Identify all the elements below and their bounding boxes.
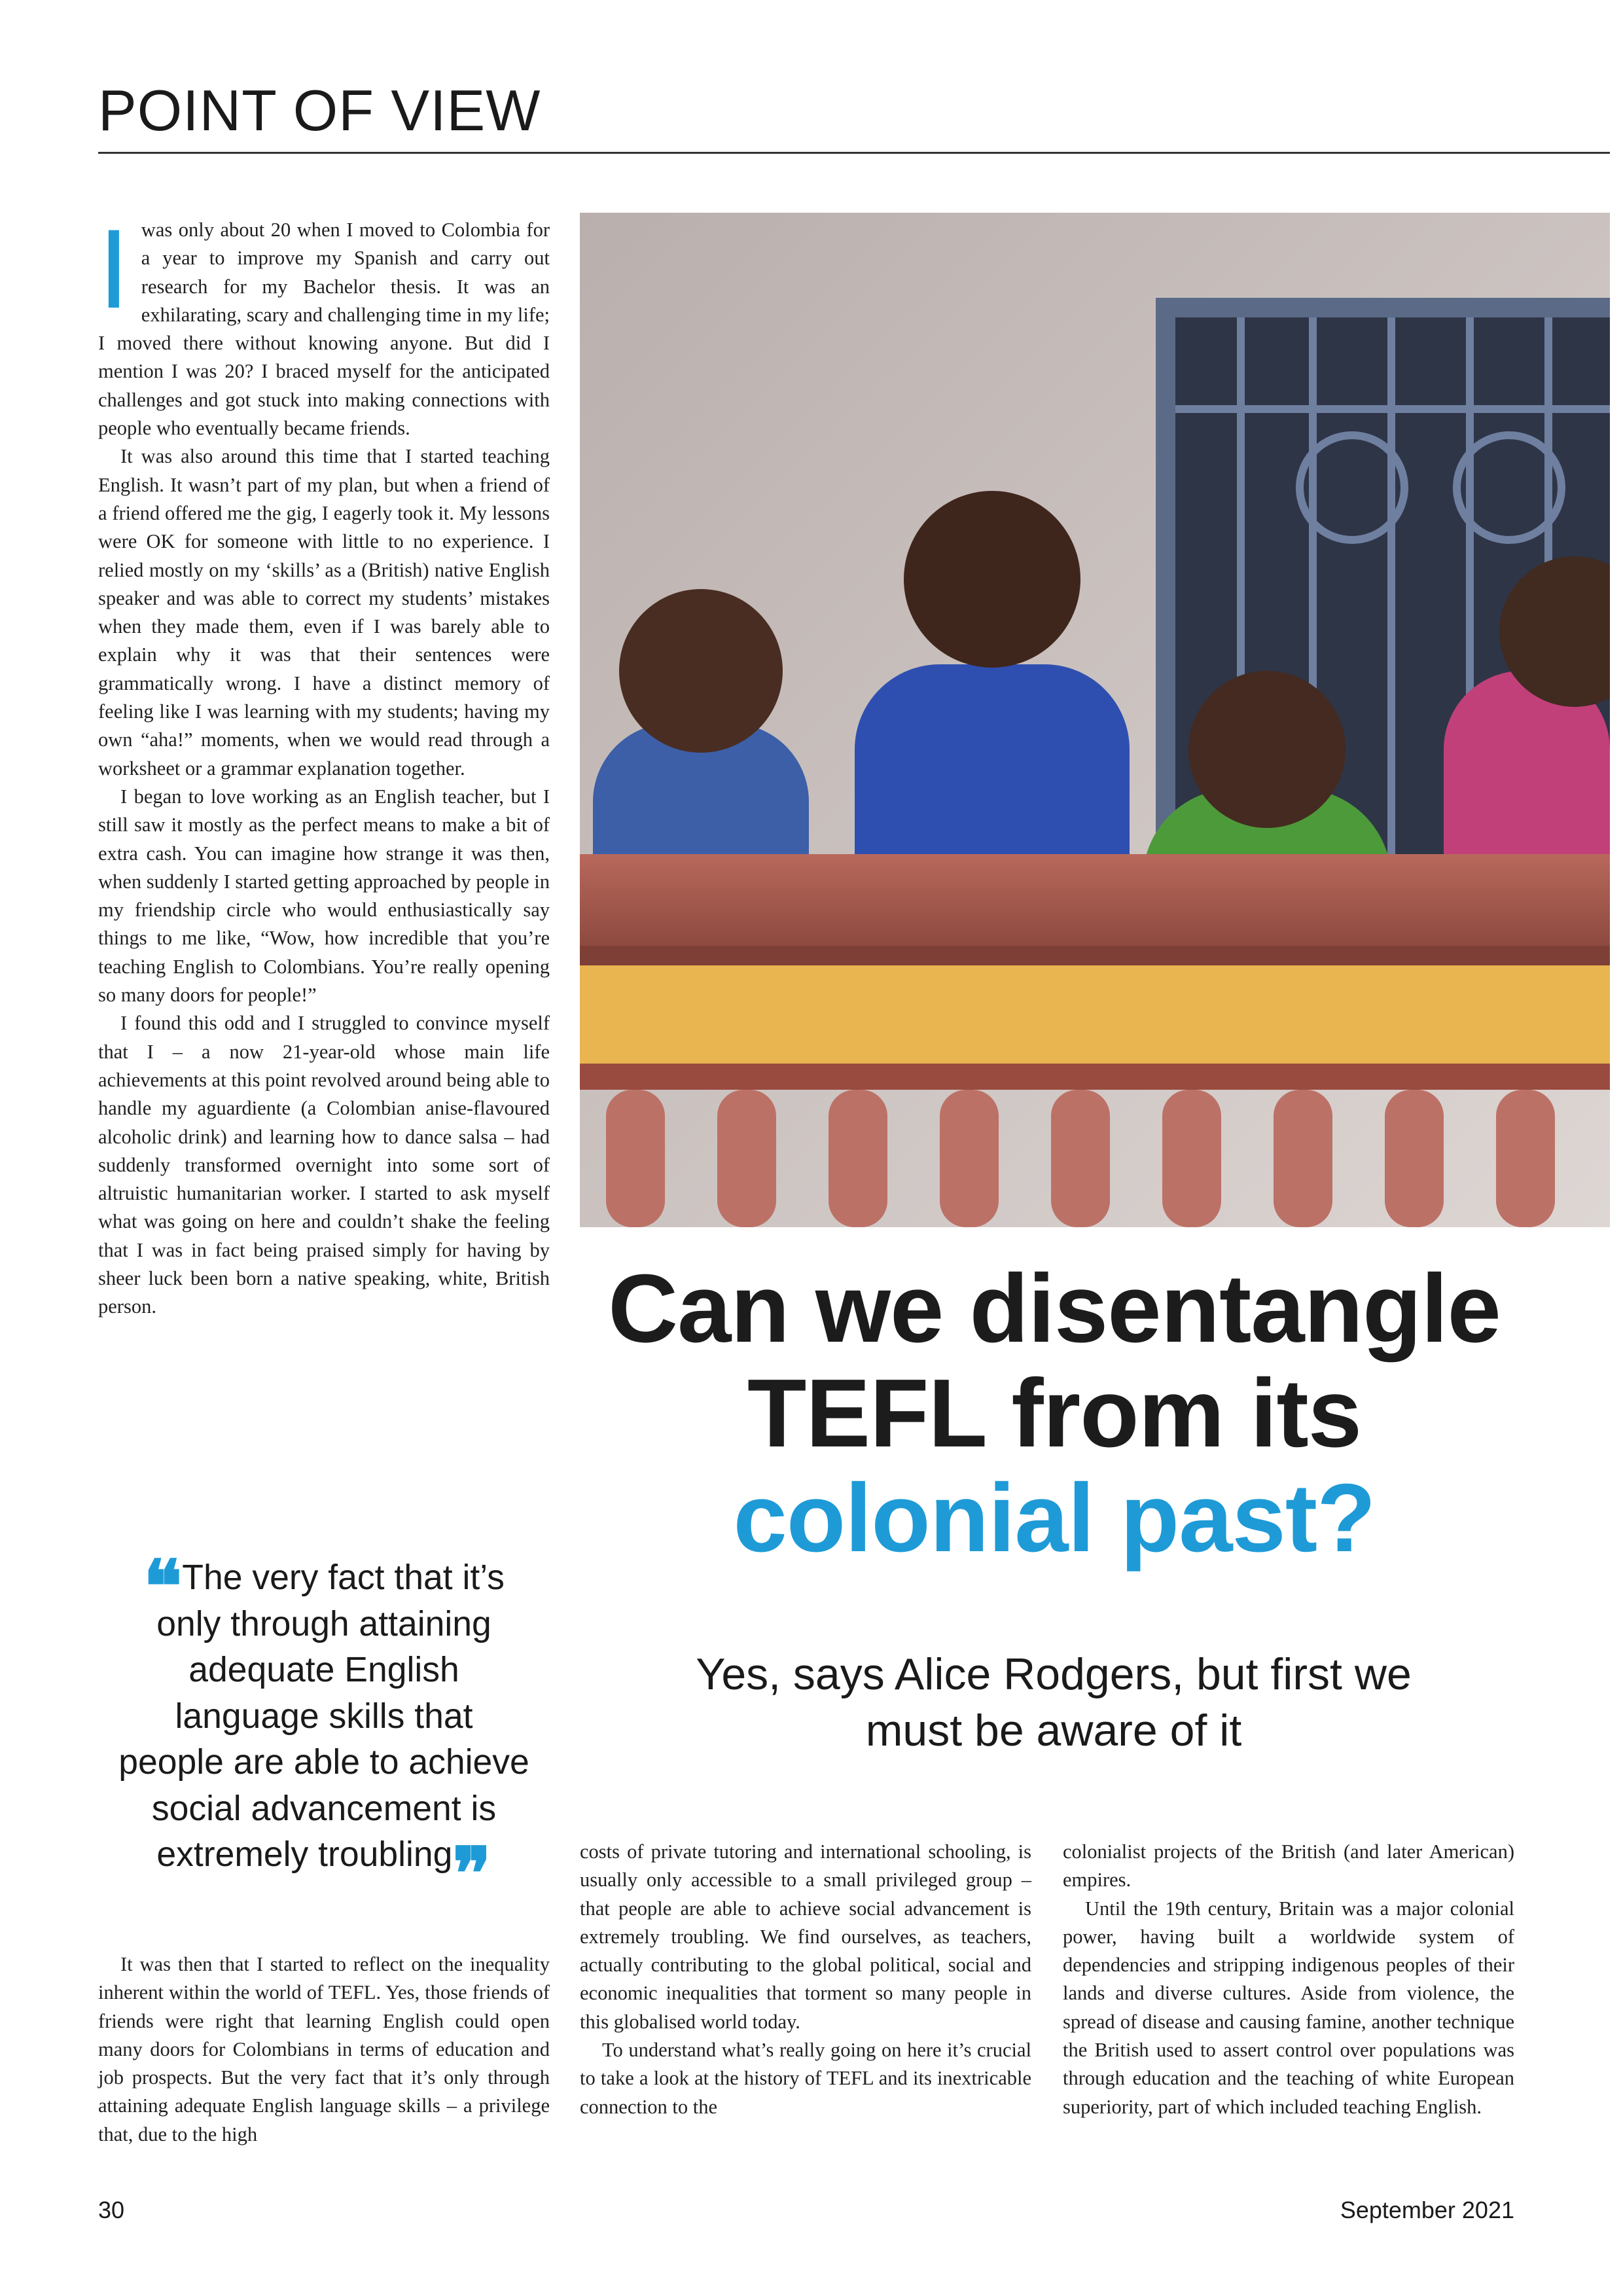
standfirst-line-1: Yes, says Alice Rodgers, but first we	[696, 1649, 1412, 1699]
paragraph-3: I began to love working as an English teacher, but I still saw it mostly as the perfect means to make a bit of extra cash. You can imagine how strange it was then, when suddenly I started getting approached by people in my friendship circle who would enthusiastically say things to me like, “Wow, how incredible that you’re teaching English to Colombians. You’re really opening so many doors for people!”	[98, 785, 550, 1007]
paragraph-7: To understand what’s really going on here it’s crucial to take a look at the history of TEFL and its inextricable connection to the	[580, 2039, 1031, 2118]
paragraph-1: Iwas only about 20 when I moved to Colombia for a year to improve my Spanish and carry out research for my Bachelor thesis. It was an exhilarating, scary and challenging time in my life; I moved there without knowing anyone. But did I mention I was 20? I braced myself for the anticipated challenges and got stuck into making connections with people who eventually became friends.	[98, 206, 550, 440]
paragraph-2: It was also around this time that I started teaching English. It wasn’t part of my plan, but when a friend of a friend offered me the gig, I eagerly took it. My lessons were OK for someone with little to no experience. I relied mostly on my ‘skills’ as a (British) native English speaker and was able to correct my students’ mistakes when they made them, even if I was barely able to explain why it was that their sentences were grammatically wrong. I have a distinct memory of feeling like I was learning with my students; having my own “aha!” moments, when we would read through a worksheet or a grammar explanation together.	[98, 445, 550, 780]
article-column-2	[580, 1838, 1031, 2121]
article-column-1-continued	[98, 1950, 550, 2149]
standfirst	[609, 1646, 1499, 1759]
paragraph-4: I found this odd and I struggled to convince myself that I – a now 21-year-old whose main life achievements at this point revolved around being able to handle my aguardiente (a Colombian anise-flavoured alcoholic drink) and learning how to dance salsa – had suddenly transformed overnight into some sort of altruistic humanitarian worker. I started to ask myself what was going on here and couldn’t shake the feeling that I was in fact being praised simply for having by sheer luck been born a native speaking, white, British person.	[98, 1012, 550, 1318]
drop-cap: I	[98, 206, 130, 332]
open-quote-icon: ❝	[143, 1547, 183, 1627]
issue-date: September 2021	[1340, 2197, 1514, 2223]
headline-line-3: colonial past?	[733, 1464, 1376, 1572]
pull-quote	[118, 1547, 530, 1914]
article-column-3	[1063, 1838, 1514, 2121]
paragraph-9: Until the 19th century, Britain was a major colonial power, having built a worldwide system of dependencies and stripping indigenous peoples of their lands and diverse cultures. Aside from violence, the spread of disease and causing famine, another technique the British used to assert control over populations was through education and the teaching of white European superiority, part of which included teaching English.	[1063, 1897, 1514, 2118]
section-header: POINT OF VIEW	[98, 78, 541, 143]
standfirst-line-2: must be aware of it	[865, 1706, 1242, 1755]
paragraph-5: It was then that I started to reflect on the inequality inherent within the world of TEFL. Yes, those friends of friends were right that learning English could open many doors for Colombians in terms of education and job prospects. But the very fact that it’s only through attaining adequate English language skills – a privilege that, due to the high	[98, 1953, 550, 2145]
headline-line-1: Can we disentangle	[608, 1255, 1501, 1363]
paragraph-8: colonialist projects of the British (and later American) empires.	[1063, 1840, 1514, 1892]
headline-line-2: TEFL from its	[747, 1359, 1362, 1467]
paragraph-6: costs of private tutoring and international schooling, is usually only accessible to a small privileged group – that people are able to achieve social advancement is extremely troubling. We find ourselves, as teachers, actually contributing to the global political, social and economic inequalities that torment so many people in this globalised world today.	[580, 1840, 1031, 2033]
header-rule	[98, 152, 1610, 154]
children-on-balcony-photo	[580, 213, 1610, 1227]
page-number: 30	[98, 2197, 125, 2223]
article-headline	[580, 1257, 1529, 1571]
article-column-1	[98, 206, 550, 1321]
close-quote-icon: ❞	[452, 1835, 491, 1914]
pull-quote-text: The very fact that it’s only through attaining adequate English language skills that people are able to achieve social advancement is extremely troubling	[118, 1558, 529, 1874]
